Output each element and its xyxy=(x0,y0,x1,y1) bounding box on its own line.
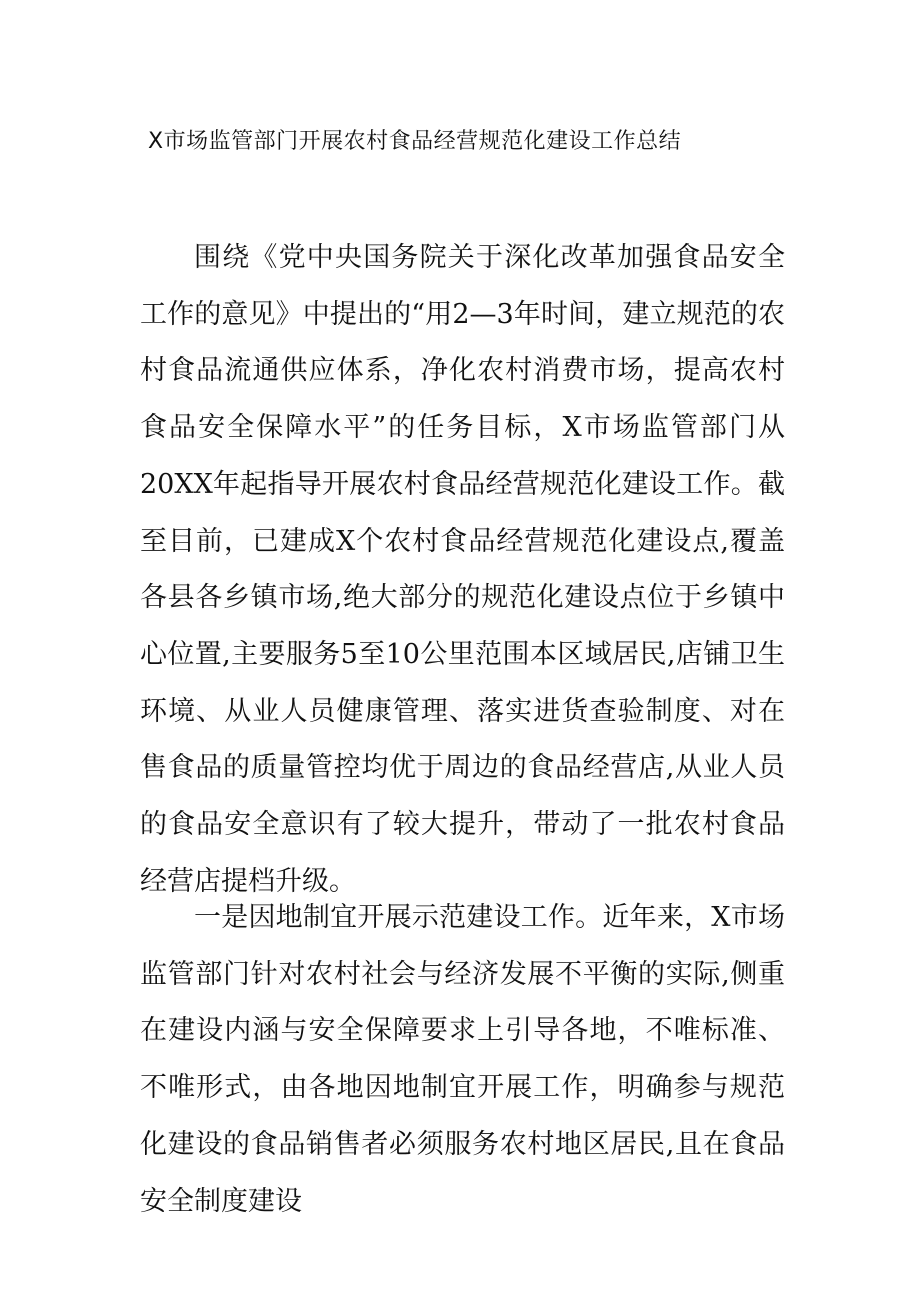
document-title: X市场监管部门开展农村食品经营规范化建设工作总结 xyxy=(148,129,682,154)
paragraph-intro: 围绕《党中央国务院关于深化改革加强食品安全工作的意见》中提出的“用2—3年时间，建立规范的农村食品流通供应体系，净化农村消费市场，提高农村食品安全保障水平”的任务目标，X市场监管部门从20XX年起指导开展农村食品经营规范化建设工作。截至目前，已建成X个农村食品经营规范化建设点,覆盖各县各乡镇市场,绝大部分的规范化建设点位于乡镇中心位置,主要服务5至10公里范围本区域居民,店铺卫生环境、从业人员健康管理、落实进货查验制度、对在售食品的质量管控均优于周边的食品经营店,从业人员的食品安全意识有了较大提升，带动了一批农村食品经营店提档升级。 xyxy=(140,242,785,897)
paragraph-first-measure: 一是因地制宜开展示范建设工作。近年来，X市场监管部门针对农村社会与经济发展不平衡的实际,侧重在建设内涵与安全保障要求上引导各地，不唯标准、不唯形式，由各地因地制宜开展工作，明确参与规范化建设的食品销售者必须服务农村地区居民,且在食品安全制度建设 xyxy=(140,902,785,1217)
